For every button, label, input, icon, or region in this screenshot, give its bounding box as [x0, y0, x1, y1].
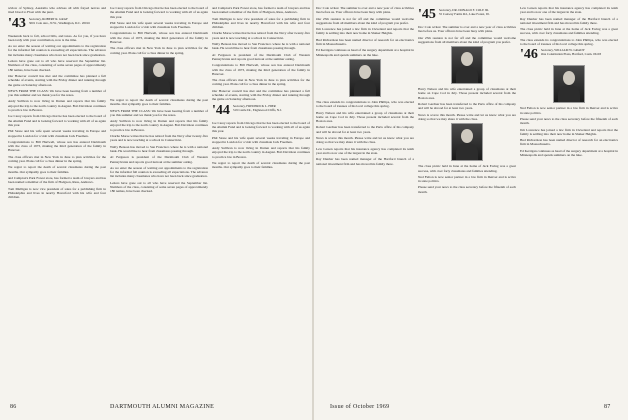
secretary-name: Secretary, WILLIAM W. GRADY — [540, 48, 585, 53]
paragraph: Al Ferguson is president of the Dartmouth Club of Western Pennsylvania and reports good turnout at the summer outing. — [110, 155, 208, 164]
left-running-title: DARTMOUTH ALUMNI MAGAZINE — [110, 404, 215, 410]
secretary-address: One Constitution Plaza, Hartford, Conn. 06103 — [540, 52, 602, 57]
paragraph: Congratulations to Bill Hartwell, whose son has entered Dartmouth with the class of 1973, making the third generation of the family in Hanover. — [8, 139, 106, 153]
paragraph: widow of Sydney, Australia who advises all with frayed nerves and tired blood to Float with the punt. — [8, 6, 106, 15]
class-year: '45 — [418, 7, 436, 22]
paragraph: Jim Lawrence has joined a law firm in Cleveland and reports that the family is settling into their new home in Shaker Heights. — [520, 127, 618, 136]
page-gutter — [312, 0, 314, 420]
paragraph: The class picnic held in June at the home of Jack Ewing was a great success, with over forty classmates and families attending. — [520, 27, 618, 36]
left-page — [8, 6, 312, 400]
column-4 — [316, 6, 414, 400]
paragraph: Congratulations to Bill Hartwell, whose son has entered Dartmouth with the class of 1973, making the third generation of the family in Hanover. — [110, 31, 208, 45]
paragraph: and Campion's Park Forest store, has formed a team of lawyers and has been named a member of the firm of Hodgson, Russ, Andrews. — [212, 6, 310, 15]
paragraph: Tom Mulligan is now vice president of sales for a publishing firm in Philadelphia and lives in nearby Haverford with his wife and four children. — [212, 16, 310, 30]
paragraph: The class extends its congratulations to John Phillips, who was elected to the board of trustees of his local college this spring. — [520, 37, 618, 47]
paragraph: Phil Stone and his wife spent several weeks traveling in Europe and stopped in London for a visit with classmate Jack Freeman. — [110, 20, 208, 30]
right-page — [316, 6, 620, 400]
portrait-photo — [553, 65, 585, 103]
paragraph: The class officers met in New York in June to plan activities for the coming year. Plans call for a class dinner in the spring. — [110, 46, 208, 55]
paragraph: Our Hanover council has met and the committee has planned a full schedule of events, starting with the Friday dinner and running through the game on Saturday afternoon. — [8, 73, 106, 87]
paragraph: We regret to report the death of several classmates during the past months. Our sympathy goes to their families. — [8, 165, 106, 174]
paragraph: Doc Cole writes: The summer is over and a new year of class activities lies before us. Your officers have been busy with plans. — [418, 25, 516, 34]
paragraph: and Campion's Park Forest store, has formed a team of lawyers and has been named a member of the firm of Hodgson, Russ, Andrews. — [8, 175, 106, 185]
secretary-address: 3001 Cole Ave., N.W., Washington, D.C. 20016 — [28, 20, 90, 25]
paragraph: Bud Richardson has been named director of research for an electronics firm in Massachusetts. — [316, 37, 414, 47]
class-year: '44 — [212, 102, 230, 118]
paragraph: Bud Richardson has been named director of research for an electronics firm in Massachusetts. — [520, 138, 618, 147]
paragraph: Lew Larsen reports that his insurance agency has completed its tenth year and is now one of the largest in the state. — [316, 146, 414, 155]
paragraph: Joe Carey reports from Chicago that he has been elected to the board of the Alumni Fund and is looking forward to working with all of us again this year. — [212, 120, 310, 134]
paragraph: Ned Fulton is now senior partner in a law firm in Denver and is active in state politics. — [418, 174, 516, 184]
class-heading-1943 — [8, 17, 106, 31]
paragraph: Letters have gone out to all who have reserved the September list. Numbers of the class, consisting of some seven pages of approximately 180 names, have been checked. — [8, 59, 106, 72]
paragraph: Congratulations to Bill Hartwell, whose son has entered Dartmouth with the class of 1973, making the third generation of the family in Hanover. — [212, 63, 310, 76]
paragraph: Phil Stone and his wife spent several weeks traveling in Europe and stopped in London for a visit with classmate Jack Freeman. — [212, 135, 310, 144]
paragraph: Charlie Morse writes that he has retired from the Navy after twenty-five years and is now teaching at a school in Connecticut. — [110, 134, 208, 143]
paragraph: Lew Larsen reports that his insurance agency has completed its tenth year and is now one of the largest in the state. — [520, 6, 618, 15]
column-3 — [212, 6, 310, 400]
secretary-address: 319 Castle Dr., Englewood Cliffs, N.J. — [232, 107, 283, 112]
paragraph: Ray Dunbar has been named manager of the Hartford branch of a national investment firm and has moved his family there. — [520, 16, 618, 25]
paragraph: Wally Benson has moved to San Francisco where he is with a national bank. He would like to hear from classmates passing through. — [212, 42, 310, 51]
paragraph: Ned Fulton is now senior partner in a law firm in Denver and is active in state politics. — [520, 106, 618, 115]
paragraph: News is scarce this month. Please write and let us know what you are doing so that we may share it with the class. — [316, 136, 414, 145]
secretary-name: Secretary, ROBERT R. GRAY — [28, 16, 68, 21]
paragraph: Please send your news to the class secretary before the fifteenth of each month. — [418, 185, 516, 194]
paragraph: Jim Lawrence has joined a law firm in Cleveland and reports that the family is settling into their new home in Shaker Heights. — [316, 27, 414, 36]
column-1 — [8, 6, 106, 400]
paragraph: We regret to report the death of several classmates during the past months. Our sympathy goes to their families. — [110, 97, 208, 107]
paragraph: The class extends its congratulations to John Phillips, who was elected to the board of trustees of his local college this spring. — [316, 99, 414, 109]
paragraph: Ed Kerrigan continues as head of the surgery department at a hospital in Minneapolis and spends summers on the lake. — [316, 48, 414, 57]
paragraph: Robert Gardner has been transferred to the Paris office of his company and will be abroad for at least two years. — [316, 125, 414, 134]
paragraph: Al Ferguson is president of the Dartmouth Club of Western Pennsylvania and reports good turnout at the summer outing. — [212, 52, 310, 61]
paragraph: Ray Dunbar has been named manager of the Hartford branch of a national investment firm and has moved his family there. — [316, 157, 414, 166]
paragraph: Joe Carey reports from Chicago that he has been elected to the board of the Alumni Fund and is looking forward to working with all of us again this year. — [8, 114, 106, 127]
paragraph: News is scarce this month. Please write and let us know what you are doing so that we may share it with the class. — [418, 112, 516, 121]
paragraph: Phil Stone and his wife spent several weeks traveling in Europe and stopped in London for a visit with classmate Jack Freeman. — [8, 129, 106, 138]
paragraph: Robert Gardner has been transferred to the Paris office of his company and will be abroad for at least two years. — [418, 102, 516, 111]
right-running-title: Issue of October 1969 — [330, 404, 390, 410]
paragraph: The class picnic held in June at the home of Jack Ewing was a great success, with over forty classmates and families attending. — [418, 164, 516, 173]
paragraph: Joe Carey reports from Chicago that he has been elected to the board of the Alumni Fund and is looking forward to working with all of us again this year. — [110, 6, 208, 19]
paragraph: Doc Cole writes: The summer is over and a new year of class activities lies before us. Your officers have been busy with plans. — [316, 6, 414, 15]
right-page-number: 87 — [604, 404, 611, 410]
paragraph: Andy Sullivan is now living in Darien and reports that his family enjoyed the trip to the north country in August. Bob Davidson continues to practice law in Boston. — [110, 119, 208, 132]
paragraph: As we enter the season of waiting our appointments to the registration for the informal fall reunion is exceeding all expectations. The advance list includes many classmates who have not been back since graduation. — [110, 165, 208, 179]
paragraph: Harry Nelson and his wife entertained a group of classmates at their home on Cape Cod in July. Those present included several from the Boston area. — [418, 87, 516, 100]
class-year: '46 — [520, 47, 538, 63]
paragraph: Our Hanover council has met and the committee has planned a full schedule of events, starting with the Friday dinner and running through the game on Saturday afternoon. — [212, 88, 310, 102]
portrait-photo — [143, 57, 175, 95]
paragraph: Andy Sullivan is now living in Darien and reports that his family enjoyed the trip to the north country in August. Bob Davidson continues to practice law in Boston. — [8, 99, 106, 113]
paragraph: Andy Sullivan is now living in Darien and reports that his family enjoyed the trip to the north country in August. Bob Davidson continues to practice law in Boston. — [212, 146, 310, 159]
paragraph: Tom Mulligan is now vice president of sales for a publishing firm in Philadelphia and lives in nearby Haverford with his wife and four children. — [8, 186, 106, 200]
secretary-name: Secretary, FREDERICK L. HIER — [232, 103, 276, 108]
paragraph: Charlie Morse writes that he has retired from the Navy after twenty-five years and is now teaching at a school in Connecticut. — [212, 31, 310, 40]
column-2 — [110, 6, 208, 400]
paragraph: Please send your news to the class secretary before the fifteenth of each month. — [520, 116, 618, 126]
class-heading-1946 — [520, 48, 618, 62]
paragraph: As we enter the season of waiting our appointments to the registration for the informal fall reunion is exceeding all expectations. The advance list includes many classmates who have not been back since graduation. — [8, 44, 106, 57]
paragraph: Wally Benson has moved to San Francisco where he is with a national bank. He would like to hear from classmates passing through. — [110, 144, 208, 153]
portrait-photo — [451, 46, 483, 84]
paragraph: The class officers met in New York in June to plan activities for the coming year. Plans call for a class dinner in the spring. — [8, 154, 106, 164]
left-page-number: 86 — [10, 404, 17, 410]
column-6 — [520, 6, 618, 400]
secretary-name: Secretary, DR. DONALD F. COLE JR. — [438, 8, 489, 12]
paragraph: Harry Nelson and his wife entertained a group of classmates at their home on Cape Cod in July. Those present included several from the Boston area. — [316, 110, 414, 124]
paragraph: Our 25th reunion is not far off and the committee would welcome suggestions from all members about the kind of program you prefer. — [316, 16, 414, 25]
paragraph: Weekends back to fall, school bills, and taxes. As for you, if you have been tardy with your contribution, now is the time. — [8, 33, 106, 42]
secretary-address: 55 Conway Farms Rd., Lake Forest, Ill. — [438, 12, 490, 16]
paragraph: NEWS FROM THE CLASS: We have been hearing from a number of you this summer and we thank you for the notes. — [110, 108, 208, 117]
class-year: '43 — [8, 15, 26, 31]
portrait-photo — [349, 59, 381, 97]
paragraph: Ed Kerrigan continues as head of the surgery department at a hospital in Minneapolis and spends summers on the lake. — [520, 148, 618, 158]
paragraph: The class officers met in New York in June to plan activities for the coming year. Plans call for a class dinner in the spring. — [212, 78, 310, 87]
paragraph: Our 25th reunion is not far off and the committee would welcome suggestions from all members about the kind of program you prefer. — [418, 35, 516, 44]
class-heading-1944 — [212, 104, 310, 118]
paragraph: Letters have gone out to all who have reserved the September list. Numbers of the class, consisting of some seven pages of approximately 180 names, have been checked. — [110, 180, 208, 194]
paragraph: We regret to report the death of several classmates during the past months. Our sympathy goes to their families. — [212, 161, 310, 170]
column-5 — [418, 6, 516, 400]
portrait-photo — [451, 123, 483, 161]
class-heading-1945 — [418, 8, 516, 22]
paragraph: NEWS FROM THE CLASS: We have been hearing from a number of you this summer and we thank you for the notes. — [8, 88, 106, 98]
